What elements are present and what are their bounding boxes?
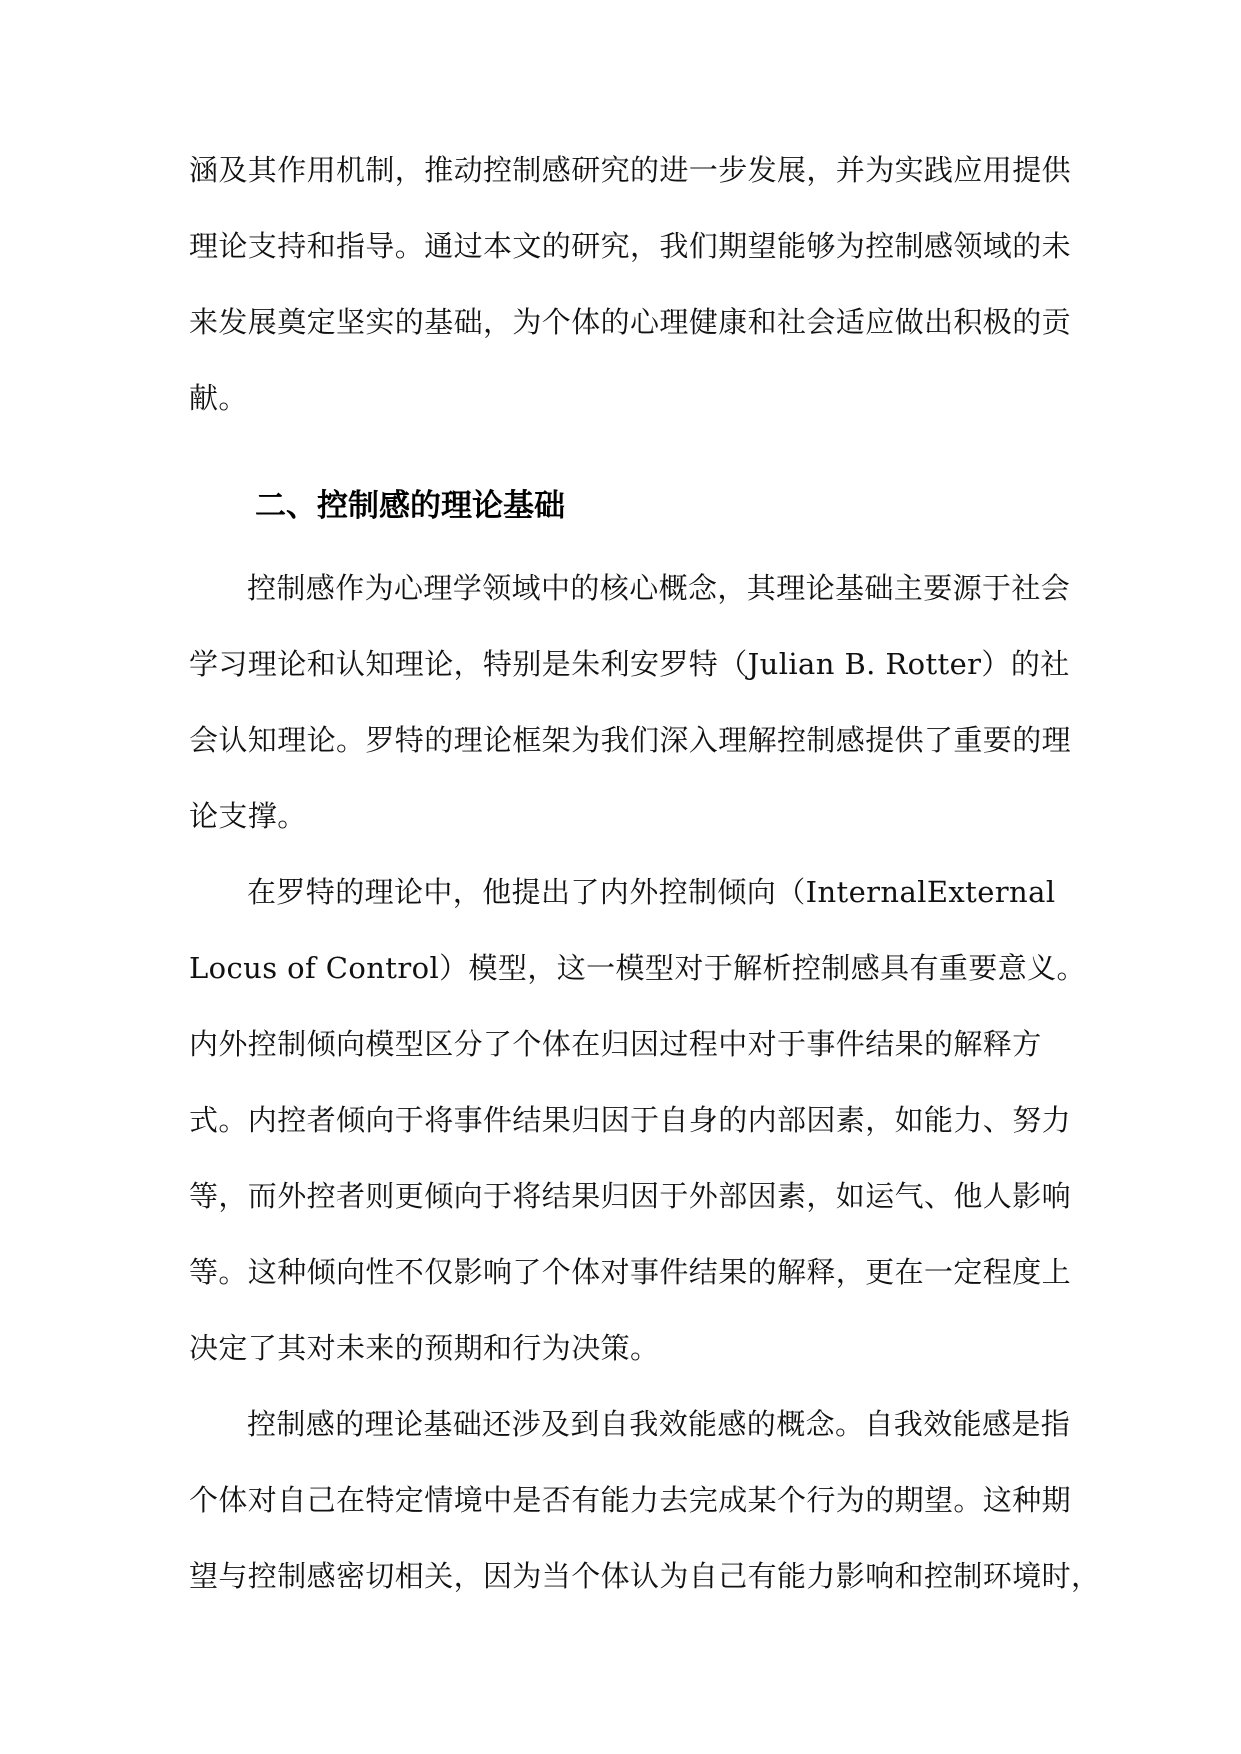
intro-line-3: 来发展奠定坚实的基础，为个体的心理健康和社会适应做出积极的贡 <box>189 305 1072 339</box>
section-heading: 二、控制感的理论基础 <box>255 488 565 524</box>
paragraph-1-line-1: 控制感作为心理学领域中的核心概念，其理论基础主要源于社会 <box>247 571 1071 605</box>
paragraph-1-line-4: 论支撑。 <box>189 799 307 833</box>
intro-line-2: 理论支持和指导。通过本文的研究，我们期望能够为控制感领域的未 <box>189 229 1072 263</box>
paragraph-1-line-2: 学习理论和认知理论，特别是朱利安罗特（Julian B. Rotter）的社 <box>189 647 1070 681</box>
paragraph-1-line-3: 会认知理论。罗特的理论框架为我们深入理解控制感提供了重要的理 <box>189 723 1072 757</box>
paragraph-2-line-7: 决定了其对未来的预期和行为决策。 <box>189 1331 660 1365</box>
paragraph-2-line-5: 等，而外控者则更倾向于将结果归因于外部因素，如运气、他人影响 <box>189 1179 1072 1213</box>
paragraph-2-line-4: 式。内控者倾向于将事件结果归因于自身的内部因素，如能力、努力 <box>189 1103 1072 1137</box>
paragraph-3-line-2: 个体对自己在特定情境中是否有能力去完成某个行为的期望。这种期 <box>189 1483 1072 1517</box>
paragraph-2-line-1: 在罗特的理论中，他提出了内外控制倾向（InternalExternal <box>247 875 1056 909</box>
paragraph-2-line-3: 内外控制倾向模型区分了个体在归因过程中对于事件结果的解释方 <box>189 1027 1042 1061</box>
intro-line-1: 涵及其作用机制，推动控制感研究的进一步发展，并为实践应用提供 <box>189 153 1072 187</box>
paragraph-2-line-6: 等。这种倾向性不仅影响了个体对事件结果的解释，更在一定程度上 <box>189 1255 1072 1289</box>
intro-line-4: 献。 <box>189 381 248 415</box>
paragraph-2-line-2: Locus of Control）模型，这一模型对于解析控制感具有重要意义。 <box>189 951 1086 985</box>
paragraph-3-line-3: 望与控制感密切相关，因为当个体认为自己有能力影响和控制环境时， <box>189 1559 1101 1593</box>
paragraph-3-line-1: 控制感的理论基础还涉及到自我效能感的概念。自我效能感是指 <box>247 1407 1071 1441</box>
